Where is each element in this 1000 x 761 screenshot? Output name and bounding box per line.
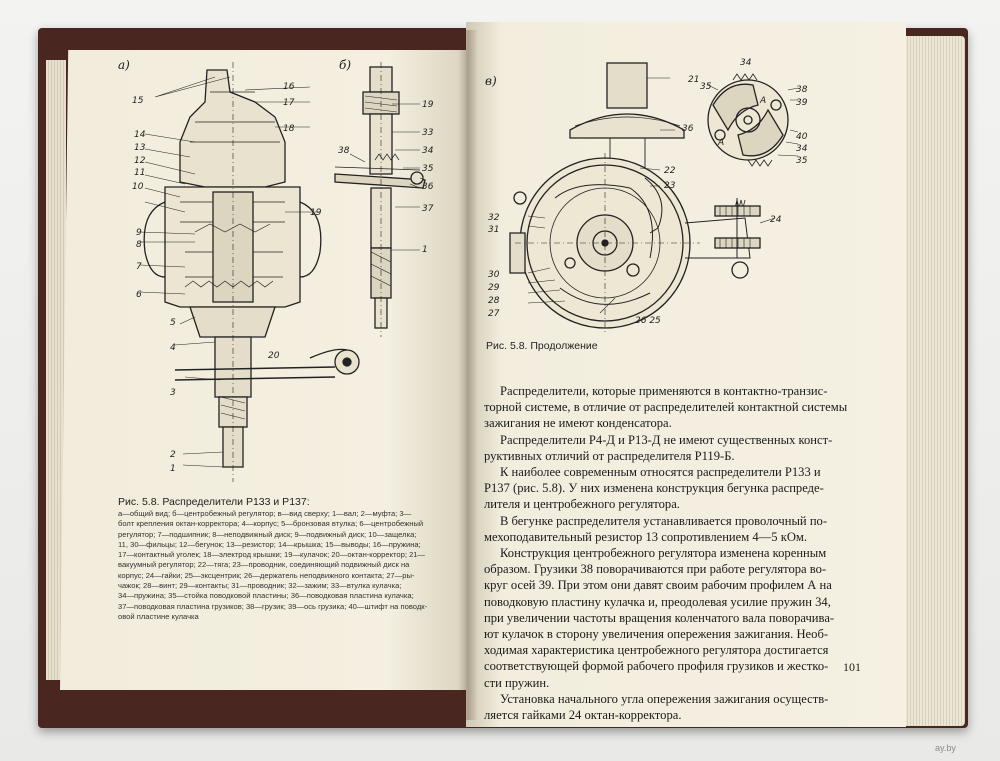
callout-17: 17 [283, 98, 295, 108]
text-line: поводковую пластину кулачка и, преодолевая усилие пружин 34, [484, 594, 831, 609]
text-line: В бегунке распределителя устанавливается проволочный по- [500, 513, 828, 528]
callout-1: 1 [170, 464, 176, 474]
callout-r-21: 21 [688, 75, 700, 85]
callout-r-32: 32 [488, 213, 500, 223]
text-line: зажигания не имеют конденсатора. [484, 416, 672, 431]
legend-line: регулятор; 7—подшипник; 8—неподвижный диск; 9—подвижный диск; 10—защелка; [118, 529, 417, 539]
callout-14: 14 [134, 130, 146, 140]
callout-r-31: 31 [488, 225, 500, 235]
callout-r-35-top: 35 [700, 82, 712, 92]
text-line: ходимая характеристика центробежного регулятора достигается [484, 643, 829, 658]
legend-line: 34—пружина; 35—стойка поводковой пластины; 36—поводковая пластина кулачка; [118, 591, 414, 601]
callout-r-22: 22 [664, 166, 676, 176]
callout-r-27: 27 [488, 309, 500, 319]
callout-15: 15 [132, 96, 144, 106]
callout-3: 3 [170, 388, 176, 398]
text-line: ляется гайками 24 октан-корректора. [484, 708, 682, 723]
callout-19: 19 [310, 208, 322, 218]
text-line: мехоподавительный резистор 13 сопротивлением 4—5 кОм. [484, 529, 808, 544]
callout-b-19: 19 [422, 100, 434, 110]
text-line: сти пружин. [484, 675, 550, 690]
legend-line: 37—поводковая пластина грузиков; 38—грузик; 39—ось грузика; 40—штифт на поводк- [118, 601, 428, 611]
callout-b-35: 35 [422, 164, 434, 174]
callout-b-36: 36 [422, 182, 434, 192]
callout-r-35: 35 [796, 156, 808, 166]
callout-10: 10 [132, 182, 144, 192]
callout-11: 11 [134, 168, 146, 178]
callout-r-A2: A [718, 138, 725, 148]
page-edges-right [905, 36, 965, 726]
text-line: образом. Грузики 38 поворачиваются при работе регулятора во- [484, 562, 827, 577]
watermark: ay.by [935, 743, 956, 753]
text-line: при увеличении частоты вращения коленчатого вала поворачива- [484, 610, 835, 625]
callout-b-1: 1 [422, 245, 428, 255]
callout-b-37: 37 [422, 204, 434, 214]
callout-r-34-top: 34 [740, 58, 752, 68]
callout-r-A1: A [760, 96, 767, 106]
callout-4: 4 [170, 343, 176, 353]
text-line: Распределители Р4-Д и Р13-Д не имеют существенных конст- [500, 432, 833, 447]
callout-16: 16 [283, 82, 295, 92]
callout-r-30: 30 [488, 270, 500, 280]
page-number: 101 [843, 660, 861, 674]
callout-8: 8 [136, 240, 142, 250]
text-line: круг осей 39. При этом они давят своим рабочим профилем А на [484, 578, 832, 593]
callout-r-39: 39 [796, 98, 808, 108]
text-line: Р137 (рис. 5.8). У них изменена конструкция бегунка распреде- [484, 481, 824, 496]
callout-12: 12 [134, 156, 146, 166]
left-figure-caption: Рис. 5.8. Распределители Р133 и Р137: [118, 496, 310, 508]
text-line: Установка начального угла опережения зажигания осуществ- [500, 691, 829, 706]
callout-b-34: 34 [422, 146, 434, 156]
figure-legend [118, 509, 458, 622]
callout-20: 20 [268, 351, 280, 361]
legend-line: корпус; 24—гайки; 25—эксцентрик; 26—держатель неподвижного контакта; 27—ры- [118, 570, 415, 580]
callout-r-40: 40 [796, 132, 808, 142]
callout-r-24: 24 [770, 215, 782, 225]
body-text [484, 383, 864, 723]
text-line: ют кулачок в сторону увеличения опережения зажигания. Необ- [484, 627, 829, 642]
right-figure-caption: Рис. 5.8. Продолжение [486, 340, 598, 352]
distributor-diagram-a [135, 62, 335, 492]
legend-line: а—общий вид; б—центробежный регулятор; в—вид сверху; 1—вал; 2—муфта; 3— [118, 509, 412, 518]
text-line: руктивных отличий от распределителя Р119-Б. [484, 448, 735, 463]
book-gutter [458, 30, 478, 720]
text-line: соответствующей формой рабочего профиля грузиков и жестко- [484, 659, 829, 674]
fig-label-v: в) [485, 74, 497, 88]
legend-line: овой пластине кулачка [118, 611, 199, 621]
callout-b-38: 38 [338, 146, 350, 156]
callout-r-36: 36 [682, 124, 694, 134]
text-line: Конструкция центробежного регулятора изменена коренным [500, 546, 827, 561]
callout-r-28: 28 [488, 296, 500, 306]
callout-r-34: 34 [796, 144, 808, 154]
text-line: Распределители, которые применяются в контактно-транзис- [500, 384, 828, 398]
callout-18: 18 [283, 124, 295, 134]
callout-r-29: 29 [488, 283, 500, 293]
fig-label-a: а) [118, 58, 130, 72]
legend-line: 17—контактный уголек; 18—электрод крышки; 19—кулачок; 20—октан-корректор; 21— [118, 550, 426, 560]
legend-line: 11, 30—фильцы; 12—бегунок; 13—резистор; 14—крышка; 15—выводы; 16—пружина; [118, 539, 421, 549]
legend-line: болт крепления октан-корректора; 4—корпус; 5—бронзовая втулка; 6—центробежный [118, 519, 424, 529]
text-line: К наиболее современным относятся распределители Р133 и [500, 465, 821, 480]
callout-6: 6 [136, 290, 142, 300]
callout-5: 5 [170, 318, 176, 328]
fig-label-b: б) [339, 58, 352, 72]
callout-r-23: 23 [664, 181, 676, 191]
text-line: торной системе, в отличие от распределителей контактной системы [484, 400, 848, 415]
callout-2: 2 [170, 450, 176, 460]
callout-7: 7 [136, 262, 142, 272]
callout-13: 13 [134, 143, 146, 153]
centrifugal-regulator-diagram-b [325, 62, 435, 337]
legend-line: чажок; 28—винт; 29—контакты; 31—проводник; 32—зажим; 33—втулка кулачка; [118, 581, 402, 591]
callout-r-38: 38 [796, 85, 808, 95]
text-line: лителя и центробежного регулятора. [484, 497, 680, 512]
callout-b-33: 33 [422, 128, 434, 138]
callout-r-26-25: 26 25 [635, 316, 661, 326]
legend-line: вакуумный регулятор; 22—тяга; 23—проводник, соединяющий подвижный диск на [118, 560, 410, 570]
callout-9: 9 [136, 228, 142, 238]
